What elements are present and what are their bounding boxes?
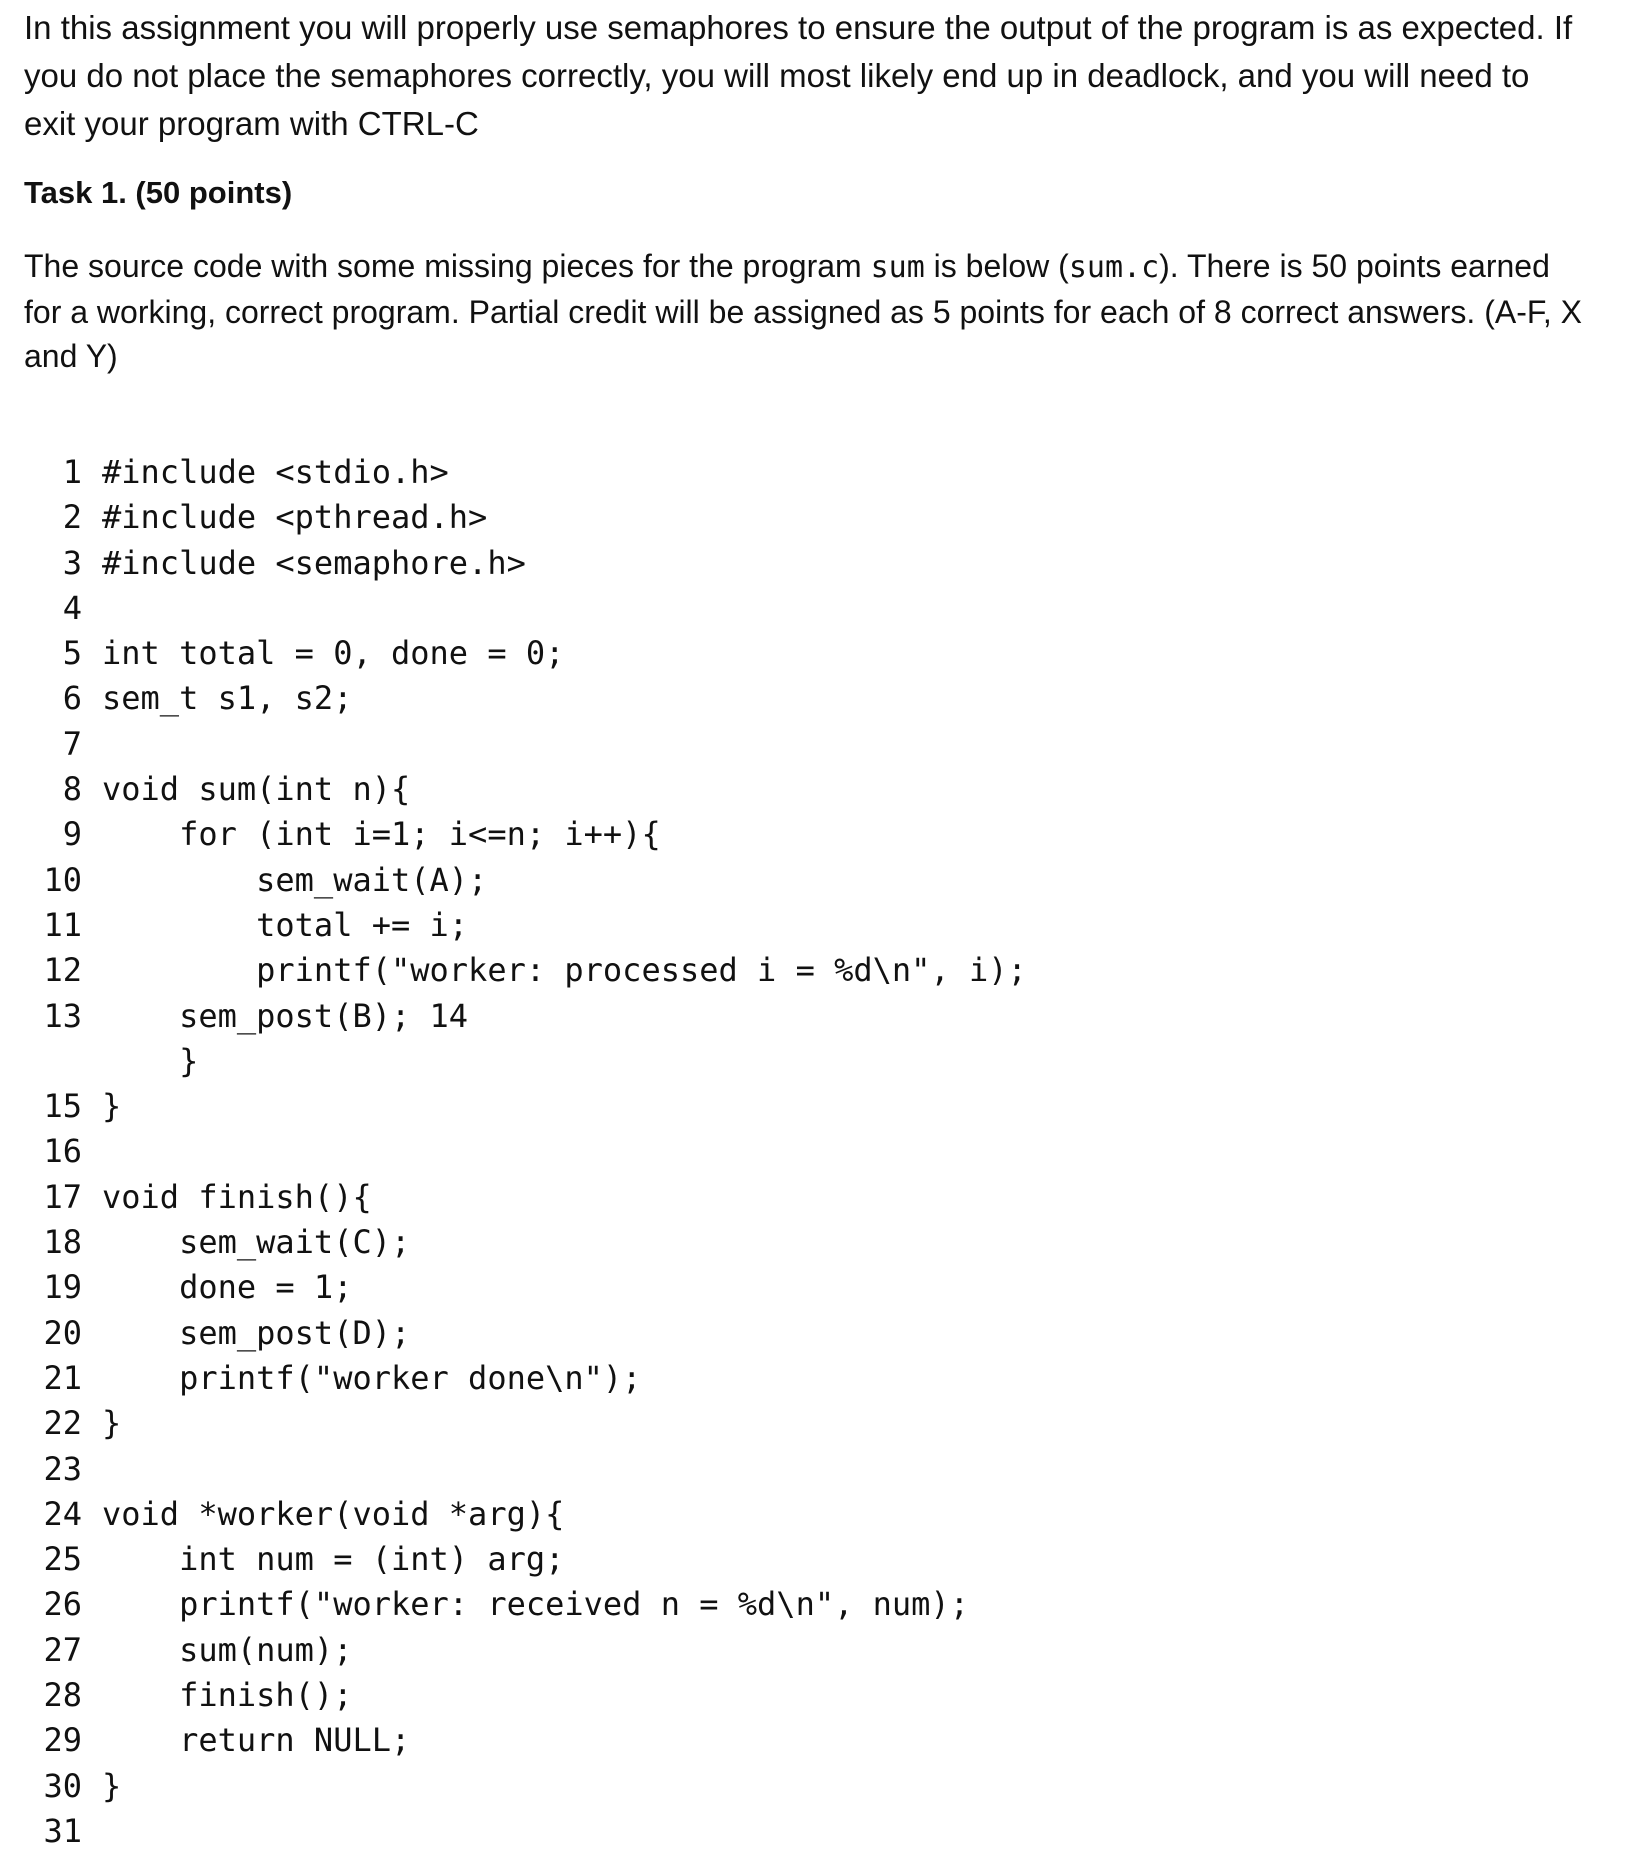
line-number: 9	[62, 815, 82, 854]
code-text: int num = (int) arg;	[102, 1540, 565, 1579]
code-line	[24, 1447, 1604, 1492]
code-line	[24, 1311, 1604, 1356]
code-text: #include <semaphore.h>	[102, 543, 526, 582]
code-line	[24, 948, 1604, 993]
line-number: 8	[62, 770, 82, 809]
code-line	[24, 767, 1604, 812]
line-number: 19	[43, 1268, 82, 1307]
code-line	[24, 1582, 1604, 1627]
line-number: 5	[62, 634, 82, 673]
code-line	[24, 1084, 1604, 1129]
code-text: #include <pthread.h>	[102, 498, 488, 537]
line-number: 24	[43, 1494, 82, 1533]
code-line	[24, 1175, 1604, 1220]
line-number: 11	[43, 905, 82, 944]
code-line	[24, 1809, 1604, 1854]
line-number: 30	[43, 1766, 82, 1805]
file-name: sum.c	[1068, 250, 1160, 285]
program-name: sum	[870, 250, 925, 285]
code-line	[24, 858, 1604, 903]
code-text: int total = 0, done = 0;	[102, 634, 565, 673]
line-number: 1	[62, 453, 82, 491]
line-number: 23	[43, 1449, 82, 1488]
code-line	[24, 1265, 1604, 1310]
line-number: 28	[43, 1676, 82, 1715]
line-number: 15	[43, 1087, 82, 1126]
code-line	[24, 903, 1604, 948]
line-number: 13	[43, 996, 82, 1035]
code-text: sem_wait(A);	[102, 860, 488, 899]
code-line	[24, 1764, 1604, 1809]
line-number: 26	[43, 1585, 82, 1624]
code-line	[24, 1628, 1604, 1673]
task-title: Task 1. (50 points)	[24, 175, 293, 210]
line-number: 16	[43, 1132, 82, 1171]
description-text-1: The source code with some missing pieces for the program	[24, 248, 871, 284]
line-number: 2	[62, 498, 82, 537]
code-text: printf("worker: processed i = %d\n", i);	[102, 951, 1027, 990]
code-line	[24, 1492, 1604, 1537]
code-line	[24, 541, 1604, 586]
code-line	[24, 1039, 1604, 1084]
code-line	[24, 1537, 1604, 1582]
code-text: total += i;	[102, 905, 469, 944]
code-text: void finish(){	[102, 1177, 372, 1216]
code-line	[24, 676, 1604, 721]
code-text: done = 1;	[102, 1268, 353, 1307]
line-number: 25	[43, 1540, 82, 1579]
code-text: sem_post(D);	[102, 1313, 411, 1352]
code-line	[24, 812, 1604, 857]
code-line	[24, 1401, 1604, 1446]
line-number: 20	[43, 1313, 82, 1352]
code-text: void sum(int n){	[102, 770, 411, 809]
code-text: printf("worker: received n = %d\n", num);	[102, 1585, 969, 1624]
code-line	[24, 450, 1604, 495]
code-text: }	[102, 1766, 122, 1805]
code-line	[24, 1673, 1604, 1718]
line-number: 21	[43, 1358, 82, 1397]
intro-paragraph: In this assignment you will properly use semaphores to ensure the output of the program is as expected. If you do not place the semaphores correctly, you will most likely end up in deadlock, and you will need to exit your program with CTRL-C	[24, 9, 1573, 142]
code-line	[24, 586, 1604, 631]
code-line	[24, 1129, 1604, 1174]
line-number: 10	[43, 860, 82, 899]
line-number: 17	[43, 1177, 82, 1216]
line-number: 6	[62, 679, 82, 718]
description-text-3: ). There is 50 points earned for a working, correct program. Partial credit will be assigned as 5 points for each of 8 correct answers. (A-F, X and Y)	[24, 248, 1582, 374]
code-text: }	[102, 1041, 199, 1080]
code-line	[24, 631, 1604, 676]
code-text: for (int i=1; i<=n; i++){	[102, 815, 661, 854]
code-line	[24, 1356, 1604, 1401]
code-text: sem_post(B); 14	[102, 996, 469, 1035]
description-text-2: is below (	[924, 248, 1069, 284]
code-text: sem_t s1, s2;	[102, 679, 353, 718]
line-number	[24, 1039, 102, 1084]
line-number: 12	[43, 951, 82, 990]
line-number: 31	[43, 1811, 82, 1850]
line-number: 29	[43, 1721, 82, 1760]
code-text: }	[102, 1404, 122, 1443]
code-text: printf("worker done\n");	[102, 1358, 642, 1397]
code-line	[24, 1718, 1604, 1763]
line-number: 18	[43, 1223, 82, 1262]
code-line	[24, 1220, 1604, 1265]
code-line	[24, 994, 1604, 1039]
line-number: 27	[43, 1630, 82, 1669]
code-line	[24, 495, 1604, 540]
code-text: finish();	[102, 1676, 353, 1715]
line-number: 22	[43, 1404, 82, 1443]
code-text: void *worker(void *arg){	[102, 1494, 565, 1533]
task-description	[24, 244, 1584, 378]
code-text: }	[102, 1087, 122, 1126]
line-number: 7	[62, 724, 82, 763]
code-text: #include <stdio.h>	[102, 453, 449, 491]
code-listing	[24, 450, 1604, 1854]
code-line	[24, 722, 1604, 767]
code-text: sum(num);	[102, 1630, 353, 1669]
code-text: return NULL;	[102, 1721, 411, 1760]
line-number: 3	[62, 543, 82, 582]
code-text: sem_wait(C);	[102, 1223, 411, 1262]
line-number: 4	[62, 588, 82, 627]
